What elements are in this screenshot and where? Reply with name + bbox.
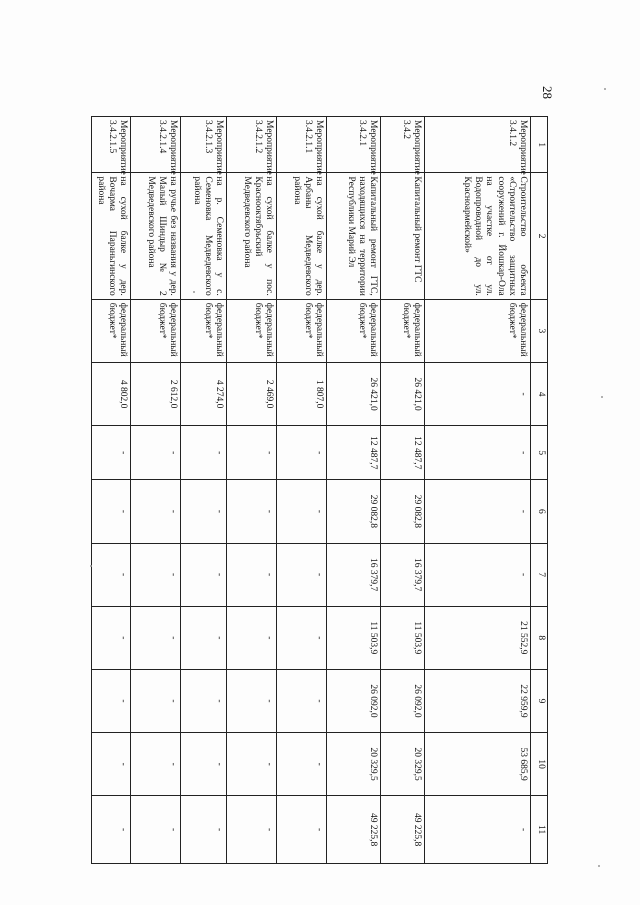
- column-header: 6: [531, 480, 548, 543]
- column-header: 1: [531, 117, 548, 173]
- value-cell: 1 807,0: [277, 362, 327, 425]
- value-cell: -: [131, 733, 181, 796]
- funding-source-cell: федеральный бюджет*: [381, 299, 425, 362]
- value-cell: 22 959,9: [425, 669, 531, 732]
- value-cell: 49 225,8: [381, 796, 425, 864]
- table-row: [92, 117, 131, 864]
- value-cell: -: [92, 669, 131, 732]
- value-cell: -: [277, 606, 327, 669]
- scan-speck: [598, 865, 600, 867]
- value-cell: 11 503,9: [327, 606, 381, 669]
- value-cell: -: [277, 480, 327, 543]
- value-cell: 26 421,0: [327, 362, 381, 425]
- scan-speck: [604, 88, 606, 90]
- value-cell: -: [425, 362, 531, 425]
- value-cell: -: [227, 669, 277, 732]
- value-cell: -: [92, 543, 131, 606]
- column-header: 8: [531, 606, 548, 669]
- value-cell: 4 274,0: [181, 362, 227, 425]
- description-cell: Строительство объекта «Строительство защитных сооружений г. Йошкар-Ола на участке от ул. Водопроводной до ул. Красноармейской»: [425, 173, 531, 299]
- value-cell: -: [425, 480, 531, 543]
- table-row: [425, 117, 531, 864]
- description-cell: на сухой балке у дер. Арбаны Медведевского района: [277, 173, 327, 299]
- description-cell: на сухой балке у пос. Краснооктябрьский Медведевского района: [227, 173, 277, 299]
- description-cell: Капитальный ремонт ГТС: [381, 173, 425, 299]
- value-cell: -: [131, 796, 181, 864]
- column-header: 7: [531, 543, 548, 606]
- value-cell: 20 329,5: [327, 733, 381, 796]
- value-cell: 26 092,0: [381, 669, 425, 732]
- measure-cell: Мероприятие 3.4.2.1: [327, 117, 381, 173]
- value-cell: -: [92, 606, 131, 669]
- description-cell: на р. Семеновка у с. Семеновка Медведевского района: [181, 173, 227, 299]
- value-cell: -: [425, 426, 531, 480]
- table-header-row: [531, 117, 548, 864]
- table-row: [131, 117, 181, 864]
- value-cell: 20 329,5: [381, 733, 425, 796]
- measure-cell: Мероприятие 3.4.2.1.4: [131, 117, 181, 173]
- measure-cell: Мероприятие 3.4.2.1.1: [277, 117, 327, 173]
- description-cell: на сухой балке у дер. Вочарма Параньгинского района: [92, 173, 131, 299]
- value-cell: 49 225,8: [327, 796, 381, 864]
- value-cell: 4 802,0: [92, 362, 131, 425]
- budget-table: [91, 116, 548, 864]
- description-cell: Капитальный ремонт ГТС, находящихся на территории Республики Марий Эл: [327, 173, 381, 299]
- column-header: 3: [531, 299, 548, 362]
- value-cell: -: [181, 733, 227, 796]
- value-cell: -: [227, 543, 277, 606]
- value-cell: -: [425, 543, 531, 606]
- value-cell: 26 421,0: [381, 362, 425, 425]
- measure-cell: Мероприятие 3.4.2: [381, 117, 425, 173]
- table-row: [277, 117, 327, 864]
- value-cell: -: [92, 796, 131, 864]
- scan-speck: [193, 291, 195, 293]
- funding-source-cell: федеральный бюджет*: [227, 299, 277, 362]
- value-cell: -: [181, 796, 227, 864]
- value-cell: 2 469,0: [227, 362, 277, 425]
- description-cell: на ручье без названия у дер. Малый Шиндыр № 2 Медведевского района: [131, 173, 181, 299]
- value-cell: -: [181, 480, 227, 543]
- value-cell: 12 487,7: [327, 426, 381, 480]
- scan-speck: [601, 396, 603, 398]
- value-cell: -: [131, 543, 181, 606]
- column-header: 2: [531, 173, 548, 299]
- value-cell: -: [227, 426, 277, 480]
- funding-source-cell: федеральный бюджет*: [425, 299, 531, 362]
- column-header: 5: [531, 426, 548, 480]
- value-cell: -: [92, 733, 131, 796]
- funding-source-cell: федеральный бюджет*: [327, 299, 381, 362]
- table-row: [381, 117, 425, 864]
- value-cell: 29 082,8: [327, 480, 381, 543]
- value-cell: -: [181, 426, 227, 480]
- value-cell: -: [277, 733, 327, 796]
- value-cell: -: [131, 606, 181, 669]
- funding-source-cell: федеральный бюджет*: [92, 299, 131, 362]
- value-cell: 53 685,9: [425, 733, 531, 796]
- column-header: 11: [531, 796, 548, 864]
- table-row: [227, 117, 277, 864]
- value-cell: -: [181, 606, 227, 669]
- value-cell: -: [92, 480, 131, 543]
- value-cell: -: [181, 669, 227, 732]
- value-cell: 29 082,8: [381, 480, 425, 543]
- column-header: 10: [531, 733, 548, 796]
- value-cell: -: [277, 796, 327, 864]
- value-cell: -: [227, 606, 277, 669]
- table-row: [181, 117, 227, 864]
- value-cell: 16 379,7: [381, 543, 425, 606]
- scan-speck: [90, 565, 92, 567]
- value-cell: -: [131, 426, 181, 480]
- page-number: 28: [540, 86, 555, 99]
- value-cell: -: [227, 733, 277, 796]
- column-header: 4: [531, 362, 548, 425]
- value-cell: -: [227, 796, 277, 864]
- measure-cell: Мероприятие 3.4.2.1.5: [92, 117, 131, 173]
- value-cell: -: [277, 426, 327, 480]
- value-cell: 26 092,0: [327, 669, 381, 732]
- funding-source-cell: федеральный бюджет*: [181, 299, 227, 362]
- value-cell: -: [425, 796, 531, 864]
- value-cell: -: [131, 669, 181, 732]
- value-cell: 12 487,7: [381, 426, 425, 480]
- value-cell: -: [181, 543, 227, 606]
- value-cell: -: [92, 426, 131, 480]
- value-cell: 21 552,9: [425, 606, 531, 669]
- value-cell: 11 503,9: [381, 606, 425, 669]
- value-cell: -: [277, 669, 327, 732]
- value-cell: -: [227, 480, 277, 543]
- rotated-table-container: [95, 116, 548, 864]
- measure-cell: Мероприятие 3.4.1.2: [425, 117, 531, 173]
- value-cell: 2 612,0: [131, 362, 181, 425]
- table-row: [327, 117, 381, 864]
- value-cell: -: [131, 480, 181, 543]
- funding-source-cell: федеральный бюджет*: [131, 299, 181, 362]
- funding-source-cell: федеральный бюджет*: [277, 299, 327, 362]
- column-header: 9: [531, 669, 548, 732]
- measure-cell: Мероприятие 3.4.2.1.2: [227, 117, 277, 173]
- value-cell: 16 379,7: [327, 543, 381, 606]
- measure-cell: Мероприятие 3.4.2.1.3: [181, 117, 227, 173]
- value-cell: -: [277, 543, 327, 606]
